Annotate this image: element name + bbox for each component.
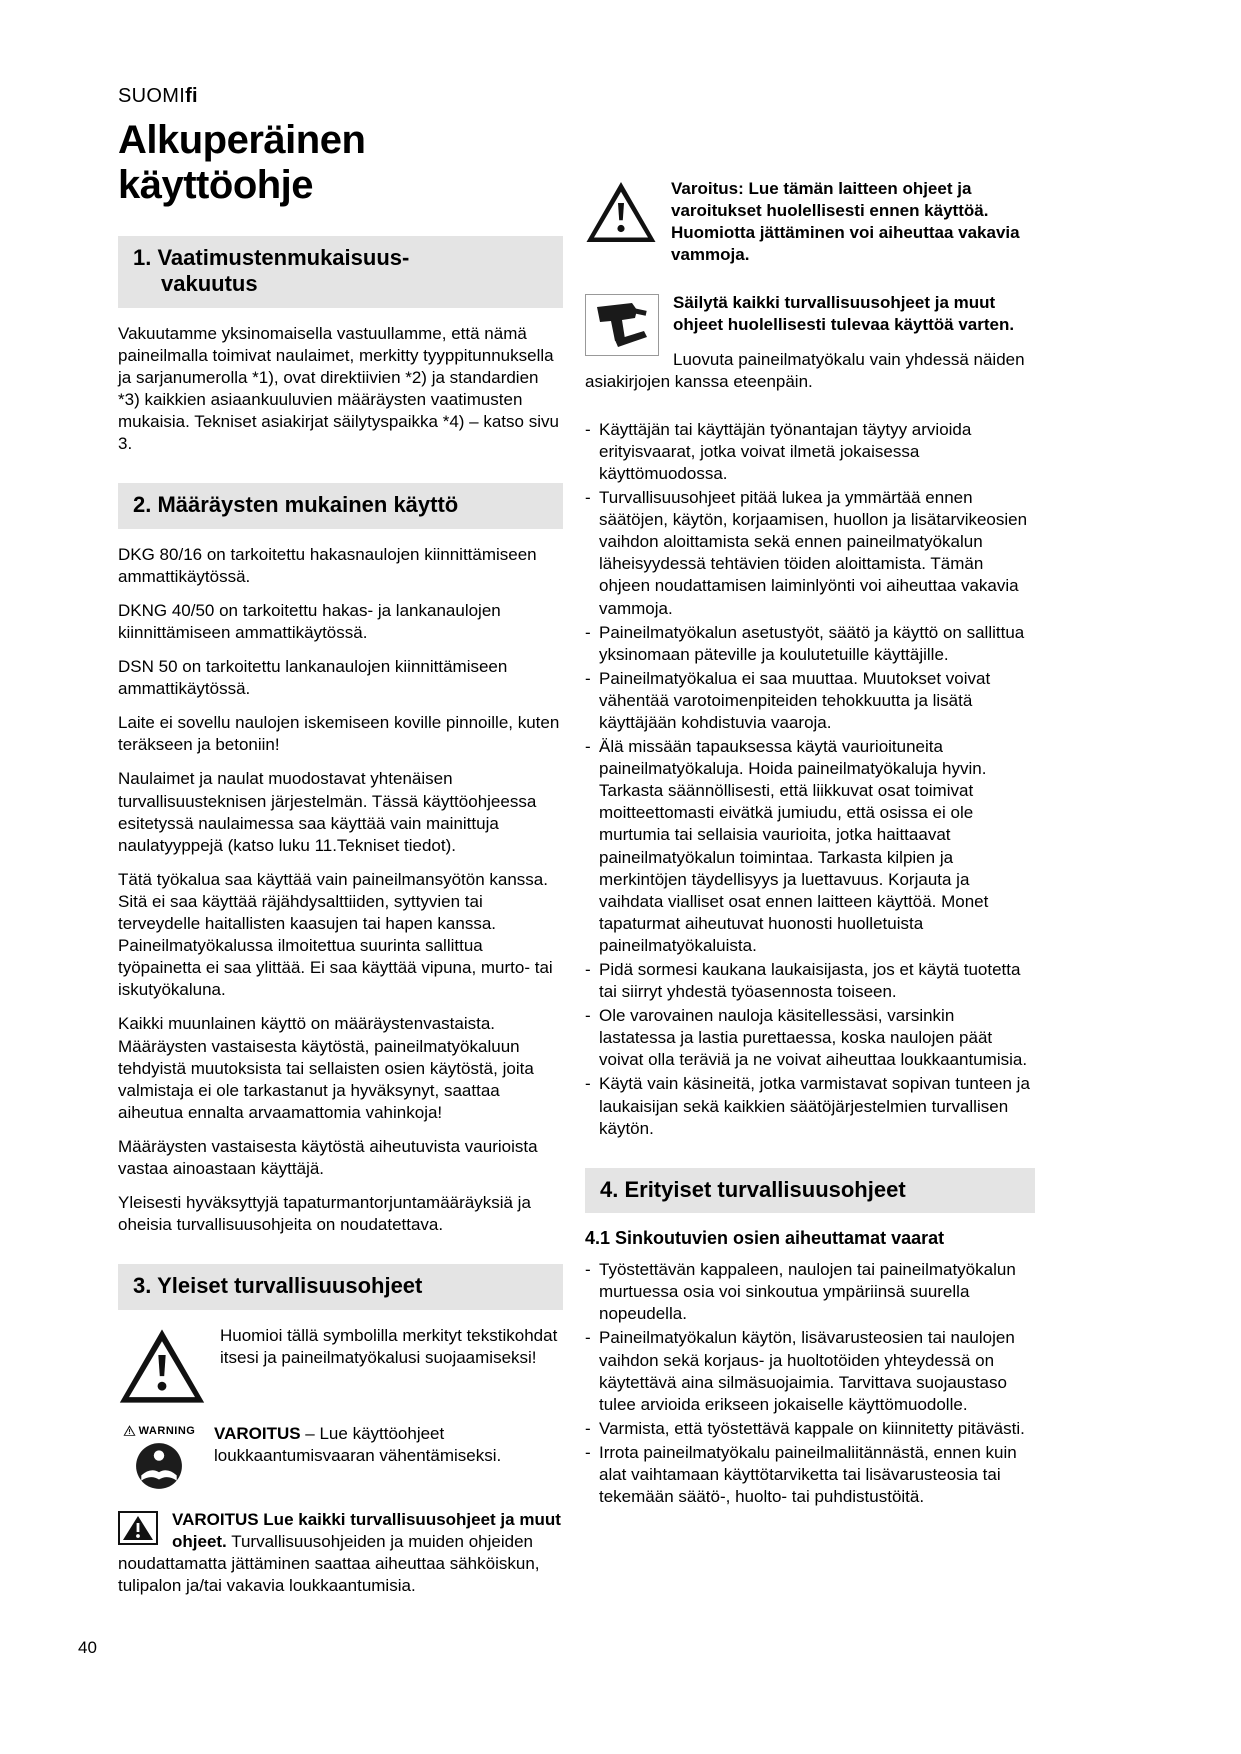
section-3-heading (118, 1264, 563, 1309)
warning-sign-text: WARNING (138, 1424, 196, 1437)
bullet-marker: - (585, 737, 591, 757)
bullet-marker: - (585, 1442, 591, 1462)
section-2-body (118, 544, 563, 1237)
bullet-text: Pidä sormesi kaukana laukaisijasta, jos et käytä tuotetta tai siirryt yhdestä työasennosta toiseen. (599, 960, 1021, 1002)
special-safety-bullets (585, 1259, 1035, 1508)
safety-bullet (585, 1327, 1035, 1415)
paragraph: Laite ei sovellu naulojen iskemiseen koville pinnoille, kuten teräkseen ja betoniin! (118, 713, 560, 755)
bullet-text: Ole varovainen nauloja käsitellessäsi, varsinkin lastatessa ja lastia purettaessa, koska naulojen päät voivat olla teräviä ja ne voivat aiheuttaa loukkaantumisia. (599, 1006, 1028, 1070)
paragraph: Tätä työkalua saa käyttää vain paineilmansyötön kanssa. Sitä ei saa käyttää räjähdysalttiiden, syttyvien tai terveydelle haitallisten kaasujen tai hapen kanssa. Paineilmatyökalussa ilmoitettua suurinta sallittua työpainetta ei saa ylittää. Ei saa käyttää vipuna, murto- tai iskutyökaluna. (118, 869, 553, 1000)
symbol-note-text: Huomioi tällä symbolilla merkityt tekstikohdat itsesi ja paineilmatyökalusi suojaamiseksi! (220, 1325, 558, 1367)
small-warning-triangle-icon (118, 1511, 158, 1545)
paragraph: Määräysten vastaisesta käytöstä aiheutuvista vaurioista vastaa ainoastaan käyttäjä. (118, 1136, 538, 1178)
warning2-keyword: VAROITUS Lue kaikki turvallisuusohjeet ja muut ohjeet. (172, 1509, 561, 1551)
warning2-text-block (118, 1509, 563, 1597)
paragraph: DKG 80/16 on tarkoitettu hakasnaulojen kiinnittämiseen ammattikäytössä. (118, 544, 537, 586)
safety-bullet (585, 1259, 1035, 1325)
pass-on-text: Luovuta paineilmatyökalu vain yhdessä näiden asiakirjojen kanssa eteenpäin. (585, 349, 1025, 391)
bullet-marker: - (585, 1418, 591, 1438)
top-warning-text: Varoitus: Lue tämän laitteen ohjeet ja varoitukset huolellisesti ennen käyttöä. Huomiotta jättäminen voi aiheuttaa vakavia vammoja. (671, 179, 1020, 265)
paragraph: DSN 50 on tarkoitettu lankanaulojen kiinnittämiseen ammattikäytössä. (118, 657, 508, 699)
mini-warning-triangle-icon (123, 1425, 136, 1436)
bullet-marker: - (585, 419, 591, 439)
section-1-heading (118, 236, 563, 308)
section-4-heading-text: 4. Erityiset turvallisuusohjeet (600, 1176, 906, 1202)
safety-bullet (585, 487, 1035, 620)
paragraph: Kaikki muunlainen käyttö on määräystenvastaista. Määräysten vastaisesta käytöstä, paineilmatyökaluun tehdyistä muutoksista tai sellaisten osien käytöstä, joita valmistaja ei ole tarkastanut ja hyväksynyt, saattaa aiheutua ennalta arvaamattomia vahinkoja! (118, 1014, 534, 1122)
nail-gun-icon (585, 294, 659, 356)
bullet-marker: - (585, 1006, 591, 1026)
symbol-note-block (118, 1325, 563, 1409)
bullet-text: Paineilmatyökalua ei saa muuttaa. Muutokset voivat vähentää varotoimenpiteiden tehokkuutta ja lisätä käyttäjään kohdistuvia vaaroja. (599, 668, 991, 732)
bullet-text: Työstettävän kappaleen, naulojen tai paineilmatyökalun murtuessa osia voi sinkoutua ympäriinsä suurella nopeudella. (599, 1260, 1016, 1324)
left-column (118, 85, 563, 1623)
safety-bullet (585, 1005, 1035, 1071)
paragraph: Naulaimet ja naulat muodostavat yhtenäisen turvallisuusteknisen järjestelmän. Tässä käyttöohjeessa esitetyssä naulaimessa saa käyttää vain mainittuja naulatyyppejä (katso luku 11.Tekniset tiedot). (118, 769, 537, 855)
page-number: 40 (78, 1638, 97, 1657)
bullet-marker: - (585, 668, 591, 688)
safety-bullet (585, 668, 1035, 734)
warning-triangle-icon (585, 180, 657, 244)
safety-bullet (585, 736, 1035, 957)
warning1-keyword: VAROITUS (214, 1423, 301, 1443)
safety-bullet (585, 1418, 1035, 1440)
read-manual-pictogram-icon (134, 1441, 184, 1491)
language-label (118, 85, 563, 108)
right-column (585, 85, 1035, 1623)
warning-sign-icon (118, 1425, 200, 1491)
warning2-text: Turvallisuusohjeiden ja muiden ohjeiden noudattamatta jättäminen saattaa aiheuttaa sähköiskun, tulipalon ja/tai vakavia loukkaantumisia. (118, 1531, 540, 1595)
warning-sign-header (123, 1425, 196, 1437)
paragraph: Yleisesti hyväksyttyjä tapaturmantorjuntamääräyksiä ja oheisia turvallisuusohjeita on noudatettava. (118, 1193, 531, 1235)
paragraph: Vakuutamme yksinomaisella vastuullamme, että nämä paineilmalla toimivat naulaimet, merkitty tyyppitunnuksella ja sarjanumerolla *1), ovat direktiivien *2) ja standardien *3) kaikkien asiaankuuluvien määräysten vaatimusten mukaisia. Tekniset asiakirjat säilytyspaikka *4) – katso sivu 3. (118, 323, 559, 454)
safety-bullet (585, 1073, 1035, 1139)
page-title: Alkuperäinen käyttöohje (118, 118, 366, 207)
bullet-text: Paineilmatyökalun käytön, lisävarusteosien tai naulojen vaihdon sekä korjaus- ja huoltotöiden yhteydessä on käytettävä aina silmäsuojaimia. Tarvittava suojaustaso tulee arvioida erikseen jokaiselle käyttömuodolle. (599, 1328, 1015, 1414)
bullet-marker: - (585, 1260, 591, 1280)
top-warning-block (585, 178, 1035, 278)
section-2-heading (118, 483, 563, 528)
section-1-heading-line1: 1. Vaatimustenmukaisuus- (133, 245, 410, 270)
bullet-marker: - (585, 622, 591, 642)
bullet-text: Paineilmatyökalun asetustyöt, säätö ja käyttö on sallittua yksinomaan päteville ja koulutetuille käyttäjille. (599, 622, 1025, 664)
warning-read-all-block (118, 1509, 563, 1609)
keep-instructions-block (585, 292, 1035, 404)
section-4-1-heading: 4.1 Sinkoutuvien osien aiheuttamat vaarat (585, 1228, 945, 1249)
safety-bullet (585, 1442, 1035, 1508)
warning1-text: – Lue käyttöohjeet loukkaantumisvaaran vähentämiseksi. (214, 1423, 502, 1465)
section-2-heading-text: 2. Määräysten mukainen käyttö (133, 492, 459, 518)
section-1-body (118, 323, 563, 456)
section-3-heading-text: 3. Yleiset turvallisuusohjeet (133, 1273, 423, 1299)
safety-bullet (585, 959, 1035, 1003)
section-4-heading (585, 1168, 1035, 1213)
bullet-text: Turvallisuusohjeet pitää lukea ja ymmärtää ennen säätöjen, käytön, korjaamisen, huollon ja lisätarvikeosien vaihdon aloittamista sekä ennen paineilmatyökalun läheisyydessä tehtävien töiden aloittamista. Tämän ohjeen noudattamisen laiminlyönti voi aiheuttaa vakavia vammoja. (599, 488, 1028, 618)
bullet-text: Irrota paineilmatyökalu paineilmaliitännästä, ennen kuin alat vaihtamaan käyttötarviketta tai lisävarusteosia tai tekemään säätö-, huolto- tai puhdistustöitä. (599, 1442, 1017, 1507)
section-1-heading-line2: vakuutus (161, 271, 258, 297)
paragraph: DKNG 40/50 on tarkoitettu hakas- ja lankanaulojen kiinnittämiseen ammattikäytössä. (118, 600, 501, 643)
safety-bullet (585, 419, 1035, 485)
warning-read-manual-block (118, 1423, 563, 1495)
bullet-text: Käyttäjän tai käyttäjän työnantajan täytyy arvioida erityisvaarat, jotka voivat ilmetä jokaisessa käyttömuodossa. (599, 419, 972, 483)
bullet-marker: - (585, 1328, 591, 1348)
bullet-text: Varmista, että työstettävä kappale on kiinnitetty pitävästi. (599, 1418, 1025, 1438)
bullet-text: Älä missään tapauksessa käytä vaurioituneita paineilmatyökaluja. Hoida paineilmatyökaluja hyvin. Tarkasta säännöllisesti, että liikkuvat osat toimivat moitteettomasti eivätkä jumiudu, että osissa ei ole murtumia tai sellaisia vaurioita, jotka haittaavat paineilmatyökalun toimintaa. Tarkasta kilpien ja merkintöjen täydellisyys ja luettavuus. Korjauta ja vaihdata vialliset osat ennen laitteen käyttöä. Monet tapaturmat aiheutuvat huonosti huolletuista paineilmatyökaluista. (599, 737, 989, 955)
keep-instructions-text: Säilytä kaikki turvallisuusohjeet ja muut ohjeet huolellisesti tulevaa käyttöä varten. (673, 293, 1015, 335)
bullet-marker: - (585, 488, 591, 508)
bullet-text: Käytä vain käsineitä, jotka varmistavat sopivan tunteen ja laukaisijan sekä kaikkien säätöjärjestelmien turvallisen käytön. (599, 1074, 1030, 1138)
bullet-marker: - (585, 960, 591, 979)
warning-triangle-icon (118, 1327, 206, 1405)
safety-bullet (585, 622, 1035, 666)
general-safety-bullets (585, 419, 1035, 1140)
language-code: fi (185, 85, 198, 107)
bullet-marker: - (585, 1074, 591, 1094)
language-name: SUOMI (118, 85, 186, 107)
